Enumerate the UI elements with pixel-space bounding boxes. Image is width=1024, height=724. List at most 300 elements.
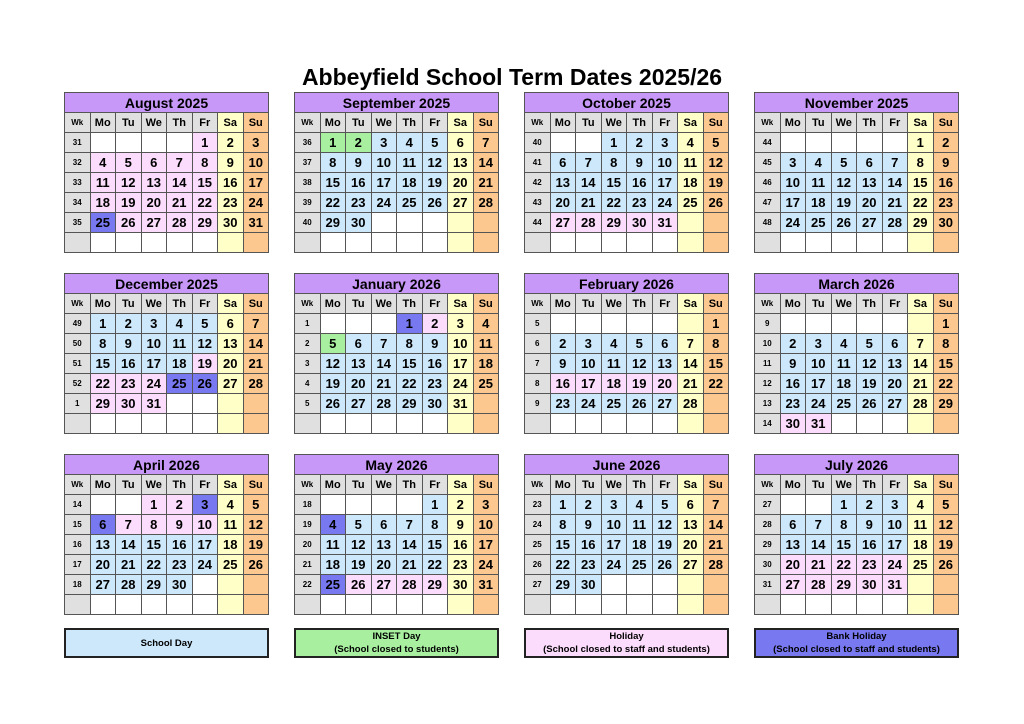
week-number: 39 (295, 193, 321, 213)
empty-cell (218, 394, 244, 414)
day-cell: 20 (882, 374, 908, 394)
week-row (525, 414, 729, 434)
day-cell: 20 (857, 193, 883, 213)
day-cell: 7 (371, 334, 397, 354)
week-number (295, 595, 321, 615)
day-cell: 12 (422, 153, 448, 173)
day-header: We (141, 475, 167, 495)
day-cell: 4 (397, 133, 423, 153)
week-number: 8 (525, 374, 551, 394)
empty-cell (678, 595, 704, 615)
day-cell: 14 (243, 334, 269, 354)
empty-cell (831, 233, 857, 253)
week-number: 40 (525, 133, 551, 153)
empty-cell (601, 314, 627, 334)
empty-cell (882, 595, 908, 615)
day-cell: 27 (857, 213, 883, 233)
week-number: 2 (295, 334, 321, 354)
week-number: 38 (295, 173, 321, 193)
day-header: Th (857, 475, 883, 495)
empty-cell (422, 414, 448, 434)
day-cell: 28 (243, 374, 269, 394)
day-cell: 25 (678, 193, 704, 213)
day-cell: 5 (116, 153, 142, 173)
legend-label: Holiday (609, 631, 644, 642)
week-row (755, 515, 959, 535)
week-row (525, 535, 729, 555)
day-cell: 19 (703, 173, 729, 193)
empty-cell (652, 575, 678, 595)
empty-cell (346, 495, 372, 515)
day-cell: 11 (320, 535, 346, 555)
day-header: Fr (192, 113, 218, 133)
day-cell: 26 (422, 193, 448, 213)
day-cell: 14 (678, 354, 704, 374)
empty-cell (90, 495, 116, 515)
day-cell: 31 (806, 414, 832, 434)
week-row (755, 394, 959, 414)
day-cell: 6 (371, 515, 397, 535)
day-cell: 28 (703, 555, 729, 575)
empty-cell (780, 595, 806, 615)
empty-cell (473, 414, 499, 434)
empty-cell (652, 595, 678, 615)
day-cell: 15 (422, 535, 448, 555)
empty-cell (703, 414, 729, 434)
day-header: Fr (652, 294, 678, 314)
week-number: 1 (295, 314, 321, 334)
day-cell: 10 (448, 334, 474, 354)
month-calendar (524, 273, 729, 434)
day-header: Th (397, 475, 423, 495)
empty-cell (320, 495, 346, 515)
day-cell: 19 (933, 535, 959, 555)
day-cell: 3 (448, 314, 474, 334)
day-cell: 17 (780, 193, 806, 213)
day-cell: 31 (882, 575, 908, 595)
day-cell: 23 (550, 394, 576, 414)
day-cell: 9 (933, 153, 959, 173)
day-cell: 13 (218, 334, 244, 354)
day-cell: 24 (576, 394, 602, 414)
day-cell: 8 (933, 334, 959, 354)
day-cell: 1 (601, 133, 627, 153)
week-number: 4 (295, 374, 321, 394)
day-header: Su (473, 294, 499, 314)
day-cell: 21 (397, 555, 423, 575)
day-cell: 5 (192, 314, 218, 334)
day-header: Mo (320, 475, 346, 495)
month-calendar (64, 273, 269, 434)
day-cell: 13 (448, 153, 474, 173)
empty-cell (601, 575, 627, 595)
day-cell: 18 (908, 535, 934, 555)
day-cell: 1 (192, 133, 218, 153)
day-header: We (601, 113, 627, 133)
empty-cell (397, 595, 423, 615)
day-cell: 21 (703, 535, 729, 555)
day-cell: 13 (857, 173, 883, 193)
week-row (525, 334, 729, 354)
day-cell: 7 (678, 334, 704, 354)
week-row (525, 314, 729, 334)
day-cell: 15 (831, 535, 857, 555)
day-header: Th (397, 294, 423, 314)
day-cell: 23 (933, 193, 959, 213)
empty-cell (933, 233, 959, 253)
empty-cell (397, 414, 423, 434)
week-number: 47 (755, 193, 781, 213)
day-cell: 17 (141, 354, 167, 374)
week-number: 5 (525, 314, 551, 334)
empty-cell (806, 233, 832, 253)
week-row (65, 213, 269, 233)
week-number: 32 (65, 153, 91, 173)
day-cell: 7 (703, 495, 729, 515)
week-number: 17 (65, 555, 91, 575)
week-number: 15 (65, 515, 91, 535)
day-cell: 10 (882, 515, 908, 535)
week-row (295, 193, 499, 213)
legend-inset (294, 628, 499, 658)
empty-cell (448, 595, 474, 615)
empty-cell (116, 595, 142, 615)
week-number: 6 (525, 334, 551, 354)
day-cell: 24 (243, 193, 269, 213)
day-cell: 10 (576, 354, 602, 374)
week-row (525, 555, 729, 575)
day-header: Fr (652, 113, 678, 133)
week-number: 11 (755, 354, 781, 374)
day-cell: 4 (806, 153, 832, 173)
empty-cell (371, 595, 397, 615)
week-number: 18 (65, 575, 91, 595)
week-row (525, 153, 729, 173)
day-cell: 28 (908, 394, 934, 414)
day-cell: 27 (882, 394, 908, 414)
day-cell: 30 (422, 394, 448, 414)
empty-cell (882, 233, 908, 253)
week-number: 31 (755, 575, 781, 595)
empty-cell (806, 133, 832, 153)
day-header: Su (703, 294, 729, 314)
week-row (295, 495, 499, 515)
week-row (525, 374, 729, 394)
month-title: July 2026 (755, 455, 959, 475)
day-cell: 15 (397, 354, 423, 374)
week-row (525, 575, 729, 595)
day-cell: 9 (576, 515, 602, 535)
day-cell: 21 (576, 193, 602, 213)
day-cell: 26 (243, 555, 269, 575)
week-row (295, 555, 499, 575)
week-number: 29 (755, 535, 781, 555)
empty-cell (831, 133, 857, 153)
day-cell: 13 (550, 173, 576, 193)
day-cell: 14 (167, 173, 193, 193)
day-header: Su (703, 475, 729, 495)
week-row (755, 555, 959, 575)
week-row (65, 515, 269, 535)
week-row (755, 213, 959, 233)
day-cell: 18 (397, 173, 423, 193)
week-header: Wk (525, 475, 551, 495)
empty-cell (90, 133, 116, 153)
week-number (525, 233, 551, 253)
day-cell: 6 (550, 153, 576, 173)
day-cell: 30 (627, 213, 653, 233)
week-header: Wk (65, 475, 91, 495)
day-cell: 3 (192, 495, 218, 515)
day-header: Su (473, 113, 499, 133)
day-header: Mo (780, 475, 806, 495)
day-header: Sa (678, 113, 704, 133)
day-cell: 17 (601, 535, 627, 555)
day-cell: 12 (116, 173, 142, 193)
week-row (755, 535, 959, 555)
legend-school (64, 628, 269, 658)
day-cell: 16 (116, 354, 142, 374)
week-row (525, 515, 729, 535)
day-cell: 22 (601, 193, 627, 213)
week-header: Wk (295, 113, 321, 133)
week-row (525, 213, 729, 233)
empty-cell (218, 595, 244, 615)
empty-cell (167, 133, 193, 153)
empty-cell (576, 233, 602, 253)
week-header: Wk (65, 113, 91, 133)
day-cell: 4 (601, 334, 627, 354)
empty-cell (703, 213, 729, 233)
day-cell: 10 (473, 515, 499, 535)
day-cell: 9 (857, 515, 883, 535)
empty-cell (422, 233, 448, 253)
day-cell: 2 (933, 133, 959, 153)
day-cell: 1 (90, 314, 116, 334)
day-cell: 27 (90, 575, 116, 595)
day-cell: 19 (627, 374, 653, 394)
day-cell: 31 (448, 394, 474, 414)
day-cell: 21 (371, 374, 397, 394)
day-cell: 27 (141, 213, 167, 233)
day-cell: 18 (831, 374, 857, 394)
day-cell: 25 (167, 374, 193, 394)
day-cell: 1 (933, 314, 959, 334)
day-cell: 15 (90, 354, 116, 374)
week-number: 51 (65, 354, 91, 374)
week-number: 33 (65, 173, 91, 193)
day-cell: 8 (90, 334, 116, 354)
empty-cell (422, 213, 448, 233)
week-row (755, 314, 959, 334)
day-cell: 14 (703, 515, 729, 535)
week-number: 12 (755, 374, 781, 394)
month-calendar (294, 92, 499, 253)
day-cell: 16 (167, 535, 193, 555)
day-cell: 4 (90, 153, 116, 173)
day-cell: 24 (192, 555, 218, 575)
day-header: Th (167, 113, 193, 133)
empty-cell (576, 595, 602, 615)
day-cell: 18 (218, 535, 244, 555)
day-cell: 11 (473, 334, 499, 354)
legend-label: INSET Day (372, 631, 421, 642)
week-row (755, 173, 959, 193)
day-cell: 19 (346, 555, 372, 575)
week-row (755, 193, 959, 213)
day-cell: 24 (371, 193, 397, 213)
week-number: 30 (755, 555, 781, 575)
week-header: Wk (65, 294, 91, 314)
legend-label: (School closed to students) (334, 644, 459, 655)
day-header: Sa (218, 475, 244, 495)
empty-cell (320, 314, 346, 334)
week-row (755, 334, 959, 354)
day-header: Mo (780, 113, 806, 133)
day-cell: 1 (831, 495, 857, 515)
empty-cell (703, 575, 729, 595)
day-cell: 22 (90, 374, 116, 394)
month-title: August 2025 (65, 93, 269, 113)
empty-cell (703, 394, 729, 414)
empty-cell (550, 233, 576, 253)
empty-cell (141, 233, 167, 253)
day-cell: 15 (192, 173, 218, 193)
day-header: Mo (90, 294, 116, 314)
week-number: 48 (755, 213, 781, 233)
month-calendar (524, 454, 729, 615)
day-header: Mo (780, 294, 806, 314)
day-cell: 7 (167, 153, 193, 173)
empty-cell (167, 233, 193, 253)
day-header: Fr (652, 475, 678, 495)
day-cell: 5 (346, 515, 372, 535)
week-number (65, 233, 91, 253)
empty-cell (192, 414, 218, 434)
day-header: We (601, 294, 627, 314)
day-cell: 23 (780, 394, 806, 414)
week-row (755, 595, 959, 615)
empty-cell (167, 414, 193, 434)
day-header: Tu (116, 113, 142, 133)
day-cell: 29 (192, 213, 218, 233)
week-number: 9 (755, 314, 781, 334)
week-number: 14 (65, 495, 91, 515)
day-header: Tu (346, 113, 372, 133)
day-cell: 6 (882, 334, 908, 354)
day-cell: 12 (320, 354, 346, 374)
week-number: 26 (525, 555, 551, 575)
month-calendar (754, 273, 959, 434)
day-cell: 30 (780, 414, 806, 434)
day-cell: 3 (243, 133, 269, 153)
empty-cell (908, 595, 934, 615)
day-header: Fr (882, 294, 908, 314)
day-header: We (371, 113, 397, 133)
week-row (65, 314, 269, 334)
day-cell: 7 (882, 153, 908, 173)
week-header: Wk (755, 294, 781, 314)
day-header: Sa (448, 475, 474, 495)
week-number (755, 233, 781, 253)
week-row (525, 354, 729, 374)
day-cell: 7 (473, 133, 499, 153)
day-cell: 8 (141, 515, 167, 535)
day-cell: 18 (678, 173, 704, 193)
legend-label: Bank Holiday (826, 631, 887, 642)
month-calendar (294, 273, 499, 434)
day-cell: 20 (371, 555, 397, 575)
day-cell: 21 (882, 193, 908, 213)
day-cell: 9 (422, 334, 448, 354)
empty-cell (703, 595, 729, 615)
day-cell: 25 (831, 394, 857, 414)
day-cell: 8 (601, 153, 627, 173)
day-cell: 19 (422, 173, 448, 193)
day-header: Th (857, 113, 883, 133)
empty-cell (857, 595, 883, 615)
day-cell: 26 (627, 394, 653, 414)
day-cell: 20 (780, 555, 806, 575)
empty-cell (141, 595, 167, 615)
empty-cell (346, 314, 372, 334)
empty-cell (576, 314, 602, 334)
empty-cell (882, 314, 908, 334)
week-number: 13 (755, 394, 781, 414)
empty-cell (831, 414, 857, 434)
week-header: Wk (295, 475, 321, 495)
day-cell: 23 (627, 193, 653, 213)
empty-cell (780, 233, 806, 253)
day-cell: 28 (397, 575, 423, 595)
empty-cell (320, 595, 346, 615)
day-cell: 14 (806, 535, 832, 555)
day-cell: 5 (627, 334, 653, 354)
empty-cell (320, 233, 346, 253)
day-cell: 28 (576, 213, 602, 233)
empty-cell (448, 414, 474, 434)
week-number: 28 (755, 515, 781, 535)
week-header: Wk (525, 294, 551, 314)
day-cell: 14 (473, 153, 499, 173)
day-cell: 2 (448, 495, 474, 515)
day-cell: 28 (882, 213, 908, 233)
day-cell: 28 (806, 575, 832, 595)
day-cell: 26 (933, 555, 959, 575)
day-cell: 20 (448, 173, 474, 193)
day-cell: 21 (678, 374, 704, 394)
day-cell: 10 (371, 153, 397, 173)
empty-cell (192, 575, 218, 595)
day-cell: 10 (141, 334, 167, 354)
day-cell: 22 (192, 193, 218, 213)
day-cell: 4 (218, 495, 244, 515)
week-row (295, 595, 499, 615)
empty-cell (933, 575, 959, 595)
empty-cell (652, 414, 678, 434)
day-header: Sa (678, 475, 704, 495)
day-cell: 22 (703, 374, 729, 394)
week-number (295, 414, 321, 434)
day-header: We (601, 475, 627, 495)
empty-cell (90, 233, 116, 253)
day-cell: 11 (831, 354, 857, 374)
day-cell: 6 (218, 314, 244, 334)
day-cell: 21 (167, 193, 193, 213)
day-cell: 14 (397, 535, 423, 555)
day-cell: 7 (908, 334, 934, 354)
empty-cell (627, 595, 653, 615)
